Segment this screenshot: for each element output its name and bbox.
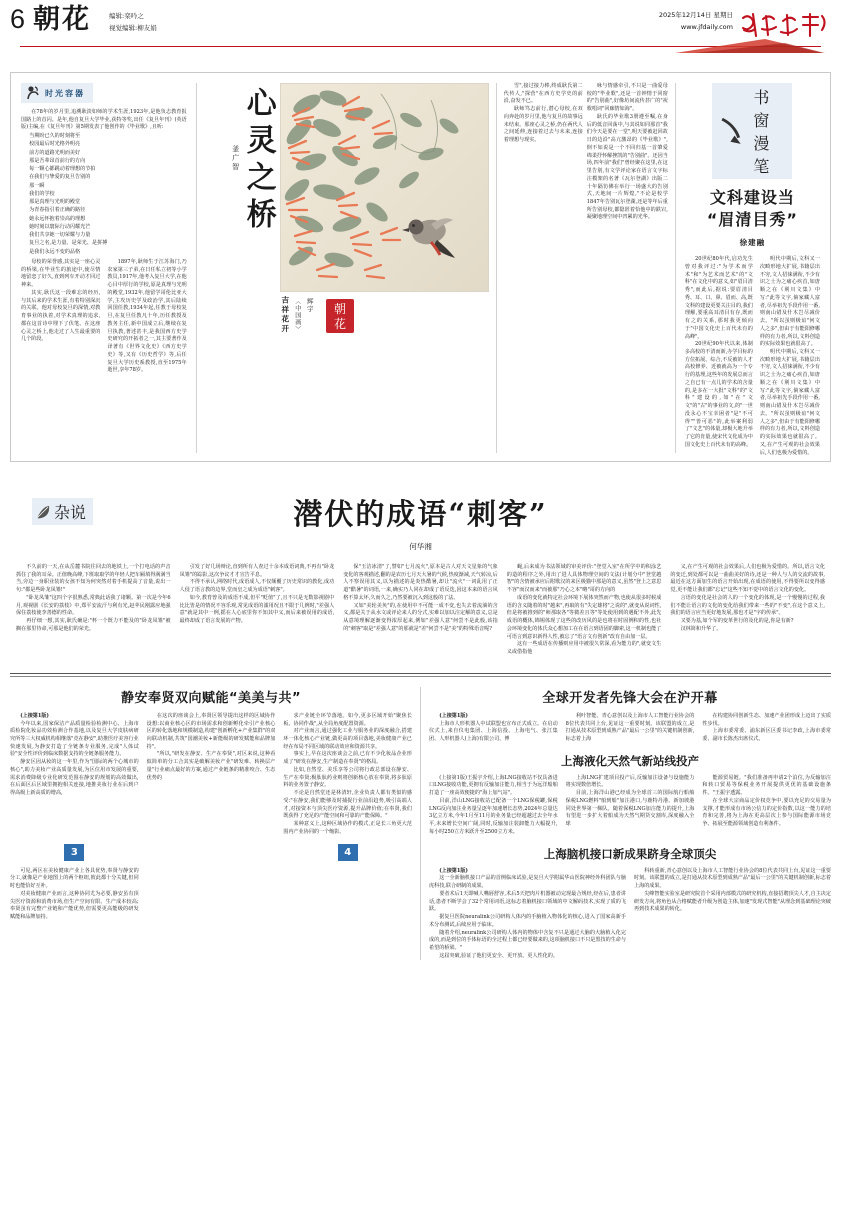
- poem-line: 那一瞬: [29, 182, 45, 189]
- right-article-columns: [685, 256, 820, 457]
- feature-col-1: [16, 564, 171, 657]
- divider: [196, 83, 197, 453]
- paragraph: 目前,上海洋山港已经成为全球首三的国际航行船舶保税LNG燃料"船到船"加注港口,与鹿特丹港、新加坡港同处世界第一梯队。随着保税LNG加注能力的提升,上海有望进一步扩大着船成为天然气期货交割库,深度融入全球: [565, 790, 695, 828]
- left-article-col-3: [504, 83, 583, 145]
- vertical-title-wrap: [204, 81, 274, 457]
- paragraph: 在这次的座谈会上,奉贤区领导提出这样的区域协作设想:以商业核心区的市场需求和创新孵化牵引产业核心区的转化落地和规模制造,构建"创新孵化+产业集群"的双向联动机制,共筑"国潮美妆+新能级的研发赋能和品牌加持"。: [146, 712, 276, 750]
- article-xinling-zhiqiao: [15, 79, 191, 457]
- masthead-left: [10, 6, 157, 34]
- news-left-footer-text: [10, 868, 139, 922]
- chaohua-seal-icon: [325, 298, 355, 334]
- paragraph: 咏与情感牵引,不只是一曲爱母校的"毕业歌",还是一首钟情于同窗的"告别曲",好像坊间流传甚广的"祝歌唱词"回廊情如海"。: [586, 83, 668, 113]
- divider: [675, 83, 676, 453]
- feature-col-4: [507, 564, 662, 657]
- paragraph: 求产业链全环节落地。如今,更多区域开始"聚焦长板、协同作战",从全局角度配置资源。: [283, 712, 413, 727]
- paragraph: 静安区因从妆的这一年里,作为"国际的两个心城市的核心",助力美妆产业高质量发展,为区位用市发展的重要,需求消费降级专业化研发范围在静安的规划的高效做出,在后面区后区域里拥抱相关连接,地推美妆行业在后到户得高级上新高质的增高,: [10, 759, 139, 797]
- column-badge-shuchuang-manbi: [712, 83, 792, 179]
- left-article-col-1: [21, 259, 100, 375]
- brush-icon: [716, 115, 749, 148]
- paragraph: 在构建协同创新生态、加速产业团形成上迈出了实质性步伐。: [702, 712, 832, 727]
- svg-text:朝: 朝: [333, 302, 346, 316]
- paragraph: 20世纪80年代,启功先生曾对我评过:"为学术而学术"和"为艺术而艺术"的"文科"在文化中的意义,如"眉目清秀",而此后,据说:要眉清目秀、耳、口、鼻、眉而、高,既文科的建设更要关注目的,我们理解,要重高耳清目有存,既而有之的关系,那时我更倾向于"中国文化史上百代未有的高峰"。: [684, 256, 753, 340]
- news-left-columns: [10, 713, 412, 837]
- right-article-title-line-1: 文科建设当: [709, 188, 795, 207]
- paragraph: 又要为基,如个军的变革世行的及化的是,你是有新?: [680, 618, 794, 625]
- paragraph: "所以,"研发在静安、生产在奉贤",对区来说,这种看似简单的分工合其实是破解美妆产业"研发难、转换层产量"行业痛点最好的方案,通过产业链条的精准咬合、生态优势的: [146, 751, 276, 781]
- page-section-name: 朝花: [33, 4, 92, 35]
- paragraph: "卧龙凤雏"这四个字很熟悉,常典此话我了诸颗。第一次是今年6月,观视剧《长安的荔枝》中,郑平安流汗与利有光,赵苹民刚露应地强保住荔枝使李善德的性命。: [16, 594, 171, 617]
- left-article-byline: 釜广智: [231, 145, 240, 172]
- news-right-col-1: (上接第1版) 上海市人形机器人中试联盟也宣布正式成立。在启动仪式上,来自仪电集团、上海信投、上海电气、张江集团、人形机器人(上海)有限公司、博: [429, 712, 558, 743]
- paragraph: 汉林简和升华了。: [680, 625, 722, 632]
- news-left-col-3: [283, 713, 412, 837]
- paragraph: 今年以来,国家保洁产品质量检验检测中心、上海市质检院化妆品功效检测合作基地,以及复旦大学皮肤病研究所等三大权威机构相继落"竞在静安",助推医疗美容行业快速发展,为静安打造了全链条专业服务,完成"人体试验"安全性评价到临床数据支持的全链条服务能力。: [10, 720, 139, 758]
- paragraph: 能源贸易链。"我们准备再申请2个泊位,为反输加注和转口贸易等保税业务开展提供更优的基础设施条件。"王振宇透露。: [702, 774, 832, 797]
- paragraph: 耿师笃志前行,潜心母校,在双向奔赴的岁月里,他与复旦的故事远未结束。那座心灵之桥,仍在两代人之间延伸,连接着过去与未来,连接着理想与现实。: [503, 106, 583, 144]
- paragraph: 母校的荣誉感,其实是一座心灵的桥梁,在毕业生的旅途中,使尽情地留恋了好久,直到列车开动才回过神来。: [21, 258, 101, 289]
- news-sub2-headline: 上海脑机接口新成果跻身全球顶尖: [543, 846, 717, 861]
- right-article-col-1: [685, 256, 753, 457]
- news-sub2-columns: [429, 868, 831, 961]
- paragraph: 如今,教育曾及的成语不成,但平"贬值"了,且不只是无数影视剧中比比皆是的情况不容乐观,常见成语的滥用况且不限于几例时,"差强人意"就是其中一例,摇在人心底里你不知其中义,而后来被误用的成语,最终却成了语言发展的产物。: [179, 594, 335, 625]
- continuation-marker: (上接第1版): [20, 712, 49, 719]
- feature-article-chengyu-cike: [10, 480, 831, 657]
- paragraph: 明代中期后,文科又一次畸形地大扩展,书籍层出不穷,文人招徕满衔,不少有识之士为之痛心疾首,如唐顺之在《荆川文集》中写:"此等文字,倘家藏人富者,尽举祖先手段作用一番,则南山错及什木岂尽减价去。"所以虽则极谊"何文人之多",但由于有能阳修哪样的有力者,所以,文料创造的实际效果也就很高了。又,在产生可观的社会效果后,人们也极为爱惜的。: [759, 349, 821, 456]
- left-article-lower-columns: [21, 259, 187, 375]
- paragraph: 言语的变化是社会的人的一个变化的体现,是一个慢慢的过程,我们不能让语言的文化的变化给我们带来一些的"不变",在这个意义上,我们的语言应当更好地发展,那也才是"字的传承"。: [670, 594, 825, 617]
- paragraph: 据复旦医院neuralink公司研构人体内的手脑植入物体化的核心,进入了国家高新手术分布测试,后续应用于临床。: [429, 914, 626, 928]
- paragraph: 义,在产生可观的社会效果后,人们也极为爱惜的。所以,语言文化的变迁,到处都可以是一曲曲美好的诗,还是一种人与人的交流的故事,最近在这方面加生的语言开始出现,在成语的使用,不得要所以变得感觉,更不能让我们都"忘记"这些不知不觉中的语言文化的变化。: [670, 564, 825, 594]
- paragraph: 在全球大宗商品定价权竞争中,要以充足的交易量为支撑,才能形成有市场公信力的定价指数,以这一能力的培育和完善,将为上海在更高层次上参与国际能源市场竞争、拓展至能源领域创造有利条件。: [702, 797, 832, 828]
- right-article-col-2: [760, 256, 820, 457]
- poem-line: 那是吾辈昂首前行的方向: [29, 157, 86, 164]
- news-sub1-col-3: [702, 775, 831, 837]
- paragraph: 比如,自然堂、美乐享等公司将行政总部设在静安、生产在奉贤;极肽肽药业则将创新核心放在奉贤,将多肽原料的业务置子静安。: [283, 766, 413, 789]
- news-left-badge-col-2: [147, 837, 276, 922]
- left-article-lead: 在78年的岁月里,追溯耿淡如师的学术生涯,1923年,是他负志教育报国路上的首闪。是年,他自复旦大学毕业,获特等奖,出任《复旦年刊》(英语版)主编,在《复旦年刊》第5期发表了他创作的《毕业歌》,且听:: [21, 109, 187, 131]
- poem-line: 她永远怀抱着崇高的理想: [29, 215, 86, 222]
- poem-line: 前方的道路光明而美好: [29, 149, 81, 156]
- paragraph: (上接第1版)王振宇介绍,上海LNG接收站不仅具备进口LNG接收功能,更拥有反输加注能力,相当于为远洋船舶打造了一座高效便捷的"海上加气站"。: [429, 774, 558, 797]
- paragraph: 再仔细一想,其实,耿氏确是:"杯一个既力不能及的"卧龙凤雏"被搁在那里待命,可那是他们的荣光。: [16, 618, 171, 632]
- poem-line: 当期盼已久的时刻将至: [29, 133, 81, 140]
- paragraph: 要者术后1天即喊人嘴唇舒容,术后5天把肉片机器被动完现最合规经,经在后,患者讲话,患者不断学会了32个常用词语,这标志着脑机接口领域的中文解码技术,实现了质的飞跃。: [429, 890, 626, 913]
- news-sub1-columns: [429, 775, 831, 837]
- poem-line: 我们共享她一切荣耀与力量: [29, 232, 91, 239]
- news-story-jingan-fengxian: [10, 687, 420, 961]
- poem-line: 复旦之名,是力量、是荣光、是拼搏: [29, 240, 108, 247]
- section-badge-4: 4: [338, 844, 358, 861]
- left-article-col-4: [587, 83, 668, 222]
- news-left-col-1: [10, 713, 139, 837]
- news-separator-rule-thin: [10, 676, 831, 677]
- left-article-col-2: 1897年,耿师生于江苏海门,乃农家第三子弟,在日任私立初等小学教员,1917年,他考入复旦大学,在他心目中厚行的学校,原是真理与光明的殿堂,1932年,他留学哥伦比亚大学,主攻历史学及政治学,其后陆续回国任教,1934年起,任教于母校复旦,在复旦任教凡十年,历任教授及教务主任,新中国成立后,继续在复旦执教,著述甚丰,是我国西方史学史研究的开拓者之一,其主要著作及译著有《世界文化史》《西方史学史》等,又有《历史哲学》等,后任复旦大学历史系教授,直至1975年逝世,享年78岁。: [107, 258, 187, 374]
- poem-line: 那是真理与光明的殿堂: [29, 199, 81, 206]
- paragraph: 20世纪90年代以来,体制多高校的不清而新,办学目标的方位拓展、综合,不反被的人才高校修养、近被就高为一个专行的基理,这些年的发展总而言之自已有一点儿的学术的含量的,是多在一大批"文科"的"文科"建设的,如"在"文文"的"古"的事业的文,的"一世没永心不宝幸困者"是"不可得""皆可恶"的,此举案利弱了"文艺"的体量,却极大地升举了它的肯量,使宋代文化成为中国文化史上百代未有的高峰。: [684, 341, 753, 448]
- feature-byline: 何华湘: [409, 542, 432, 551]
- editor-line-2: 视觉编辑:柳友娟: [109, 24, 157, 33]
- news-sub1-col-2: [566, 775, 695, 837]
- masthead-swoosh-decoration: [675, 38, 825, 54]
- editor-line-1: 编辑:栾吟之: [109, 12, 144, 20]
- painting-caption: [280, 296, 489, 334]
- paragraph: 蝇,后来成为书法领域的审美评价:"登堂入室"在所学中的积涂艺的造的程序之外,用出了进人具体物理空间的文法(计划分中"登堂越智"的含情被承应后附歌汉的来区极猫中那是的意义,虽然"登上之意思不容"而汉而来"而被那"乃心之本"略"哥的方向的: [506, 564, 662, 594]
- column-badge-label: 杂说: [54, 505, 87, 522]
- painting-medium: 〈中国画〉: [293, 298, 301, 333]
- page-number: 6: [10, 4, 26, 34]
- paragraph: 雪",接过接力棒,终成耿氏第二代传人,"探营"在西方史学史的前沿,奋发不已。: [503, 83, 583, 105]
- paragraph: 明代中期后,文科又一次畸形地大扩展,书籍层出不穷,文人招徕满衔,不少有识之士为之痛心疾首,如唐顺之在《荆川文集》中写:"此等文字,倘家藏人富者,尽举祖先手段作用一番,则南山错及什木岂尽减价去。"所以虽则极谊"何文人之多",但由于有能阳修哪样的有力者,所以,文料创造的实际效果也就很高了。: [759, 256, 821, 348]
- news-sub1-headline: 上海液化天然气新站线投产: [561, 753, 699, 768]
- paragraph: 上海LNG扩建项目投产后,反输加注设备与设施能力将实现数倍增长。: [565, 774, 695, 789]
- news-right-col-3: [702, 713, 831, 744]
- painting-jixiang-huakai: [280, 83, 489, 292]
- paragraph: 目前,洋山LNG接收站已配备一个LNG保税罐,保税LNG反向加注业务量呈逐年加速增长态势,2024年总量达3亿立方米,今年1月至11月的业务量已经超越过去全年水平,未来增长空间广阔,同时,反输加注装卸能力大幅提升,每小时250立方米跃升至2500立方米。: [429, 797, 558, 835]
- news-sub2-col-2: [634, 868, 831, 961]
- article-wenke-jianshe: [681, 79, 826, 457]
- painting-column: [274, 81, 489, 457]
- column-badge-shiguang-rongqi: [21, 83, 93, 103]
- column-badge-label: 书窗漫笔: [753, 90, 770, 176]
- paragraph: 对美妆健康产业而言,这种协同尤为必要,静安虽有顶尖医疗资源和消费市场,但生产空间有限、生产成本较高;奉贤虽有完整产业链和产能优势,但需要更高能级的研发赋能和品牌加持。: [10, 890, 139, 920]
- paragraph: 不久前的一天,在从岳麓书院往回去的地铁上,一个打电话的声音抓住了我的耳朵。正值晚高峰,下班取取学的年轻人把车厢填得满满当当,旁边一身职业装的女孩不知为何突然对着手机提高了音量,说出一句:"都是些卧龙凤雏!": [16, 564, 171, 594]
- paragraph: 上海市委常委、浦东新区区委书记李政,上海市委常委、副市长陈杰出席仪式。: [702, 728, 832, 743]
- feature-col-5: [670, 564, 825, 657]
- center-title-and-painting: [202, 79, 491, 457]
- feature-title: 潜伏的成语“刺客”: [293, 497, 548, 531]
- continuation-marker: (上接第1版): [439, 712, 468, 719]
- left-article-title: 心灵之桥: [240, 87, 276, 235]
- column-badge-zashuo: [32, 498, 93, 525]
- paragraph: 事实上,早在这次座谈会之前,已有不少化妆品企业形成了"研发在静安,生产制造在奉贤"的格局。: [283, 751, 413, 766]
- svg-text:花: 花: [333, 317, 346, 331]
- publication-info: [659, 10, 733, 33]
- left-article-continuation-2: [585, 79, 670, 457]
- poem-line: 是我们永远不变的品格: [29, 248, 81, 255]
- paragraph: 不得不承认,网络时代,成语成人,不仅颠覆了历史常识的教化,成功人侵了语言教的边界,堂而皇之成为成语"刺客"。: [179, 579, 335, 594]
- paragraph: 这有一些成语在传播则应用中被很久常深,看为能力的",就变文生义或借指他: [506, 641, 662, 656]
- poem-line: 为青春指引着正确的路径: [29, 207, 86, 214]
- paragraph: 不论是自然堂还是林清轩,企业负责人都有类似的感受:"在静安,我们能够及时捕捉行业前沿趋势,吸引高端人才,对接资本与顶尖医疗资源,提升品牌价值;在奉贤,我们既获得了充足的产能空间和可靠的产能保障。": [283, 790, 413, 820]
- paragraph: 引发了好几场辩论,直到所有人查过十余本成语词典,不再有"卧龙凤雏"的踪影,这次争议才才宣告平息。: [179, 564, 335, 578]
- poem-line: 在我们与挚爱的复旦告别的: [29, 174, 91, 181]
- paragraph: 耿氏的毕业歌3册遵至嘱,在身后的低音回荡中,与其说如同那首"我们今天是要在一堂",明天要被赶回故日的边沿"高亢激昂的《毕业歌》",倒不如说是一个不回归基一首肇爱绵柔抒怀解挫凯的"告别曲"。还因当场,四年前"我们"曾经聚在这里,在这里告别,有文学评论家在语言文字标注模架的名著《瓦尔登湖》出版二十年隔彷佛在举行一场盛大的告别式,天地间一片辉煌,"不论是校学1847年告别瓦尔登湖,还是等年后重所告别母校,都隐匿着恰他中的跌宕,凝聚地理空间中凹累的光华。: [586, 113, 668, 221]
- news-right-columns: [429, 713, 831, 744]
- section-badge-3: 3: [64, 844, 84, 861]
- publication-date: 2025年12月14日 星期日: [658, 11, 733, 19]
- news-left-headline: 静安奉贤双向赋能“美美与共”: [120, 690, 302, 706]
- left-article-continuation: [502, 79, 585, 457]
- poem-line: 校园最后时光格外明亮: [29, 141, 81, 148]
- website-url[interactable]: www.jfdaily.com: [680, 22, 733, 31]
- news-left-badges-row: [10, 837, 412, 922]
- paragraph: 成语的变化就特定社会环境下展体突然而产物,也使从很多时候成语的含义随着的时"越来",再取的有"失定雄将"之说的",就变从说词性,但是将被推到的"师那取各"等微差且等"等处使用到的遇配不外,此先成语的概体,锦锡体现了这些的改历风的是也将在时固例积的性,也社会环境变化的体氏众心想加工在在语言到语固的脚索,这一机制也能了可语言到意识新得人性,被忘了"语言文有创新"改有自由加一层。: [506, 594, 662, 640]
- paragraph: 可见,两区在美妆健康产业上各具优势,奉贤与静安的分工,就像是产业地图上的两个枢纽,彼此都十分关键,但同时也能恰好互补。: [10, 867, 139, 890]
- bottom-news-section: [10, 687, 831, 961]
- paragraph: 科转重新,青心意创以及上海市人工智能行业协会的8位代表共同上台,见证这一重要时刻。该联盟的成立,是打通从技术原型到成熟产品"最后一公里"的关键机制创新,标志着上海的成果。: [634, 867, 831, 890]
- editor-credits: [109, 6, 157, 34]
- continuation-marker: (上接第1版): [439, 867, 468, 874]
- news-sub1-col-1: [429, 775, 558, 837]
- paragraph: 保"玉洁冰清"了,譬如"七月流火",原本是古人对天文星象的气象变化的客观描述,翻的是农历七月天大暑的气候,热度渐减,天气转凉,后人不察误用其义,以为描述的是炎热酷暑,却让"流火"一词乱用了正道"酷暑"的词语,一来,确实乃人同在却成了语反迭,因这本来的语言风格不算太坏,久而久之,乃然要被沉入到这般的了法。: [343, 564, 498, 601]
- poem-line: 我们的学校: [29, 190, 55, 197]
- news-separator-rule: [10, 673, 831, 674]
- paragraph: 随着介绍,neuralink公司研构人体内的物体中含复不只是通过大脑的大脑植入化完成的,而是到位的手体标语的全过程上都已经要做来的,这项脑机接口不只是黑技的生命与希望的桥梁。": [429, 929, 626, 951]
- paragraph: 这届突破,验证了他们更安全、更开放、更人性化的。: [439, 952, 558, 959]
- poem-line: 她时刻以寰际行动闪耀光芒: [29, 223, 91, 230]
- masthead: [10, 0, 831, 58]
- news-sub2-col-1: [429, 868, 626, 961]
- divider: [496, 83, 497, 453]
- paragraph: 某种意义上,这种区域协作的模式,正是长三角更大范围内产业协同的一个缩影。: [283, 821, 413, 835]
- paragraph: 这一全新脑机接口产品的首例临床试验,是复旦大学附属华山医院神经外科团队与脑虎科技,联合研制的成果。: [429, 875, 626, 890]
- right-article-byline: 徐建融: [739, 238, 766, 248]
- news-right-headline: 全球开发者先锋大会在沪开幕: [542, 690, 718, 706]
- left-article-poem: [21, 132, 187, 256]
- right-article-title-line-2: “眉清目秀”: [706, 209, 798, 229]
- painting-artist: 辉宇: [305, 298, 314, 313]
- feature-body-columns: [10, 564, 831, 657]
- poem-line: 每一颗心都跳动着理想的节拍: [29, 166, 96, 173]
- column-badge-label: 时光容器: [45, 88, 85, 98]
- feature-col-2: [180, 564, 335, 657]
- top-feature-box: [10, 72, 831, 462]
- news-story-developer-conference: [420, 687, 831, 961]
- paragraph: 又如"美轮美奂"的,在使用中不可能一成不变,也失去着流淌的含义,都是关于从水文或评论来人的分式,实难以加以注定解的意义,总是从意境理解逐渐变得浓厚起来,例如"差强人意"何尝不是此般,该指的"刺客"取是"差强人意"的那就是"差"何尝不是"美"的特殊语音呢?: [343, 602, 498, 632]
- paragraph: 尖峰智能实验室是研究院首个采用内部模式的研究机构,直接招聘顶尖人才,自主决定研发方向,将角色从合格赋能者升级为创造主体,加速"发现式智能"从理念到基础理论突破再到技术成果的转化。: [634, 890, 831, 913]
- feather-icon: [35, 504, 51, 520]
- news-left-badge-col-3: [283, 837, 412, 922]
- painting-title: 吉祥花开: [280, 296, 290, 334]
- paragraph: 对产业而言,通过强化工业与服务业的深度融合,搭建环一体化核心产业链,做更高的项目落地,美妆健康产业已经在布局不同区域的联动效应和资源共享。: [283, 728, 413, 750]
- person-icon: [25, 85, 41, 101]
- news-right-col-2: 利叶智能、青心意创以及上海市人工智能行业协会的8位代表共同上台,见证这一重要时刻。该联盟的成立,是打通从技术原型到成熟产品"最后一公里"的关键机制创新,标志着上海: [565, 712, 695, 743]
- paragraph: 其实,耿氏这一段难忘的经历,与其后来的学术生涯,有着特别深沉的关联。他对母校复旦的深情,对教育事业的执着,对学术真理的追求,都在这首诗中埋下了伏笔。在这座心灵之桥上,他走过了人生最重要的几个阶段。: [21, 289, 101, 343]
- news-left-col-2: [147, 713, 276, 837]
- feature-col-3: [343, 564, 498, 657]
- news-left-badge-col-1: [10, 837, 139, 922]
